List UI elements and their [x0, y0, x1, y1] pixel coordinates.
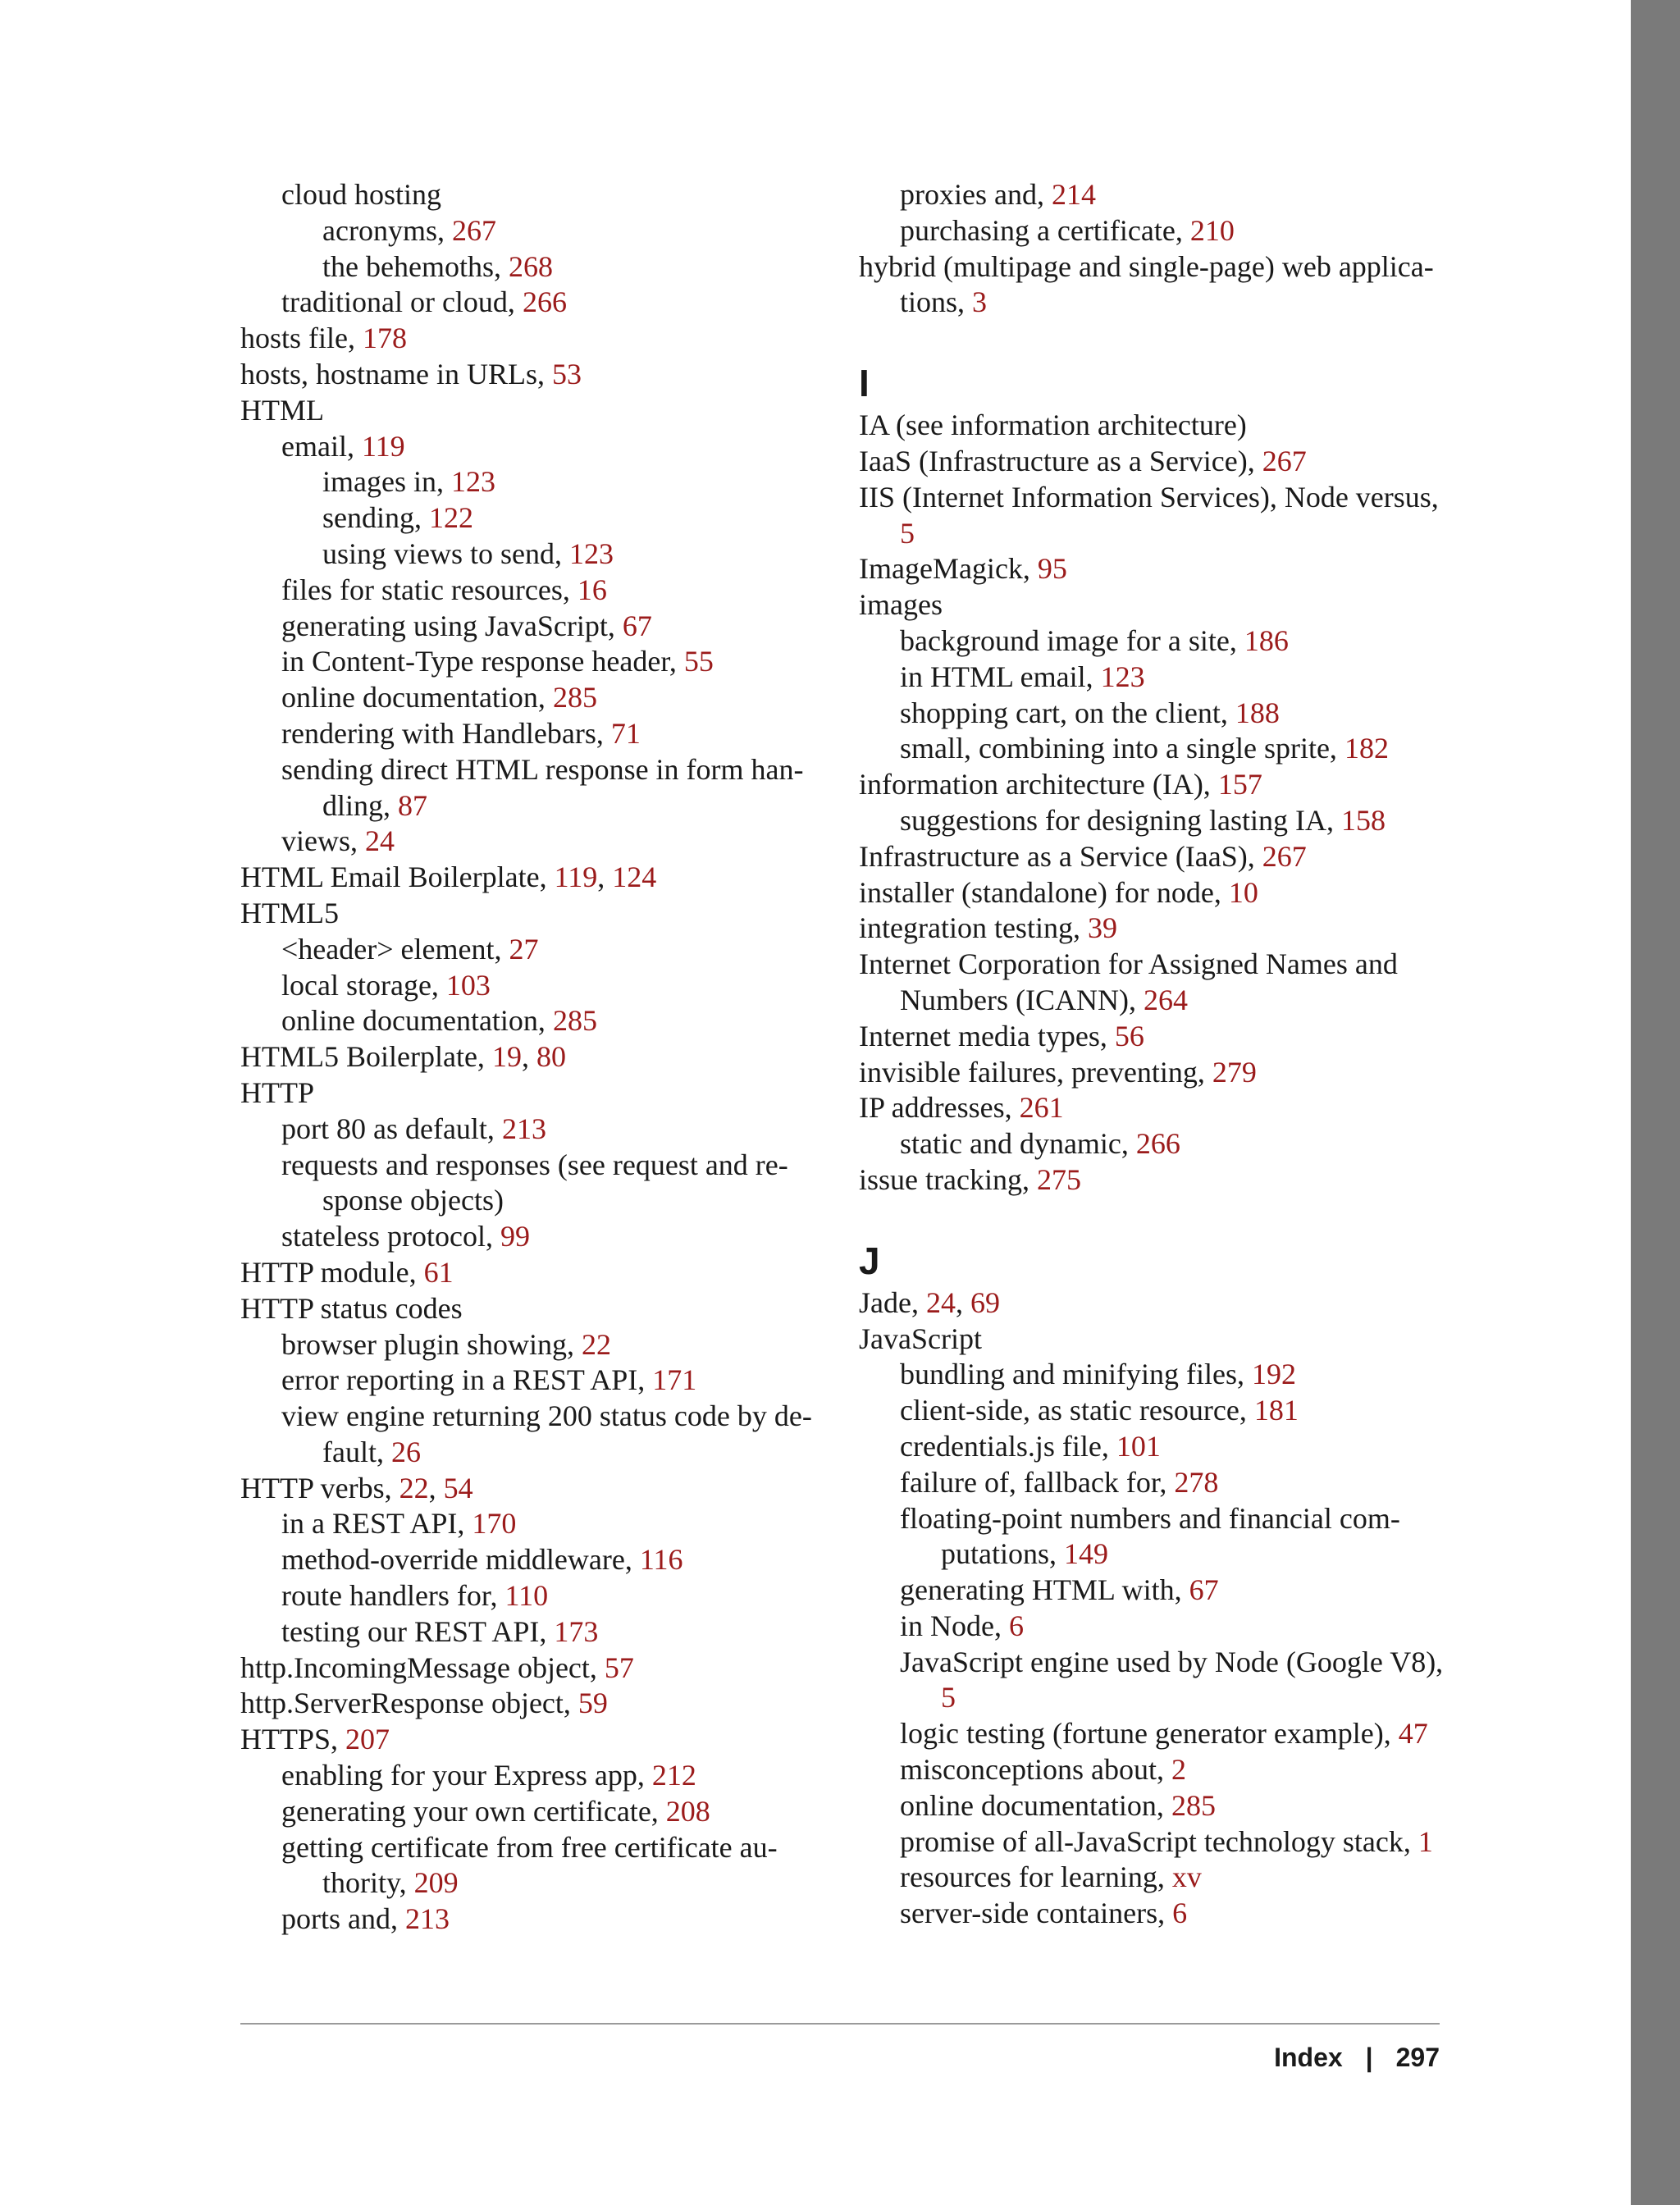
index-entry — [240, 1291, 831, 1327]
index-term: installer (standalone) for node, — [859, 875, 1229, 909]
index-term: ports and, — [281, 1902, 405, 1936]
index-term: client-side, as static resource, — [900, 1394, 1254, 1427]
index-entry — [859, 213, 1449, 249]
page-ref-link[interactable]: 119 — [554, 861, 598, 894]
page-ref-link[interactable]: 119 — [361, 429, 405, 463]
index-entry — [240, 716, 831, 752]
index-entry — [859, 1322, 1449, 1358]
page-ref-link[interactable]: 55 — [683, 645, 714, 678]
right-top-entries — [859, 177, 1449, 321]
index-entry — [240, 321, 831, 357]
index-term: information architecture (IA), — [859, 768, 1218, 801]
index-entry — [240, 860, 831, 896]
page-ref-link[interactable]: 39 — [1087, 911, 1117, 945]
index-term: route handlers for, — [281, 1579, 505, 1613]
index-entry — [859, 803, 1449, 839]
page-ref-link[interactable]: 123 — [1100, 660, 1145, 693]
page-ref-link[interactable]: 267 — [1262, 839, 1307, 873]
page-ref-separator: , — [597, 861, 613, 894]
index-term: HTML Email Boilerplate, — [240, 861, 555, 894]
page-ref-link[interactable]: 267 — [1262, 444, 1307, 477]
page-ref-link[interactable]: 207 — [345, 1723, 390, 1756]
page-ref-link[interactable]: 123 — [450, 465, 495, 499]
footer-rule — [240, 2023, 1440, 2025]
page-ref-link[interactable]: 285 — [552, 681, 597, 714]
page-ref-link[interactable]: 266 — [522, 285, 567, 319]
index-term: images — [859, 588, 943, 622]
index-term: shopping cart, on the client, — [900, 696, 1235, 729]
index-entry — [240, 752, 831, 824]
index-term: method-override middleware, — [281, 1543, 640, 1577]
page-ref-link[interactable]: 275 — [1036, 1162, 1081, 1196]
page-ref-link[interactable]: 278 — [1174, 1465, 1219, 1499]
index-entry — [859, 1860, 1449, 1896]
index-entry — [240, 1722, 831, 1758]
index-term: requests and responses (see request and response objects) — [281, 1148, 788, 1217]
page-ref-link[interactable]: 19 — [491, 1040, 522, 1074]
index-term: IIS (Internet Information Services), Node versus, — [859, 480, 1439, 514]
page-ref-link[interactable]: 69 — [970, 1285, 1000, 1319]
page-ref-link[interactable]: 1 — [1418, 1824, 1433, 1858]
index-entry — [859, 660, 1449, 696]
page-ref-link[interactable]: 182 — [1344, 732, 1389, 765]
index-term: Internet Corporation for Assigned Names and Numbers (ICANN), — [859, 947, 1398, 1016]
index-entry — [859, 408, 1449, 444]
index-entry — [240, 932, 831, 968]
index-entry — [240, 464, 831, 500]
index-entry — [859, 1162, 1449, 1198]
page-ref-link[interactable]: 188 — [1235, 696, 1280, 729]
index-entry — [240, 1794, 831, 1830]
index-term: IaaS (Infrastructure as a Service), — [859, 444, 1262, 477]
index-term: acronyms, — [322, 213, 452, 247]
page-ref-link[interactable]: 192 — [1251, 1358, 1296, 1391]
page-number: 297 — [1395, 2043, 1440, 2072]
index-term: integration testing, — [859, 911, 1088, 945]
index-term: HTML — [240, 393, 324, 427]
index-entry — [240, 249, 831, 285]
index-entry — [240, 1112, 831, 1148]
index-entry — [859, 249, 1449, 322]
index-entry — [240, 1471, 831, 1507]
page-ref-link[interactable]: 3 — [972, 285, 988, 319]
index-entry — [859, 911, 1449, 947]
index-term: in a REST API, — [281, 1507, 472, 1541]
index-entry — [240, 500, 831, 536]
page-ref-link[interactable]: 87 — [398, 788, 428, 822]
index-term: HTTP verbs, — [240, 1471, 399, 1504]
index-term: promise of all-JavaScript technology stack, — [900, 1824, 1418, 1858]
index-term: HTML5 — [240, 896, 339, 929]
page-footer — [1274, 2043, 1440, 2073]
index-term: background image for a site, — [900, 623, 1244, 657]
page-ref-link[interactable]: 47 — [1398, 1717, 1428, 1751]
index-term: online documentation, — [900, 1788, 1171, 1822]
index-entry — [859, 696, 1449, 732]
index-entry — [240, 1399, 831, 1471]
index-entry — [859, 623, 1449, 660]
page-ref-link[interactable]: 285 — [1171, 1788, 1216, 1822]
index-entry — [240, 1327, 831, 1363]
index-term: JavaScript — [859, 1322, 982, 1355]
index-entry — [859, 480, 1449, 552]
index-term: hybrid (multipage and single-page) web applications, — [859, 249, 1434, 319]
index-term: generating using JavaScript, — [281, 609, 623, 642]
footer-separator: | — [1365, 2043, 1373, 2072]
page-ref-link[interactable]: 171 — [652, 1363, 697, 1397]
index-entry — [859, 587, 1449, 623]
index-term: <header> element, — [281, 932, 509, 966]
index-term: invisible failures, preventing, — [859, 1055, 1212, 1089]
index-term: enabling for your Express app, — [281, 1759, 652, 1792]
index-term: files for static resources, — [281, 573, 578, 606]
section-j-entries — [859, 1285, 1449, 1932]
index-term: http.ServerResponse object, — [240, 1687, 578, 1720]
section-letter-i: I — [859, 362, 870, 405]
index-term: images in, — [322, 465, 451, 499]
index-term: failure of, fallback for, — [900, 1465, 1175, 1499]
index-term: sending, — [322, 501, 429, 535]
index-term: cloud hosting — [281, 178, 441, 211]
index-entry — [859, 1896, 1449, 1932]
index-entry — [859, 551, 1449, 587]
index-entry — [859, 1285, 1449, 1322]
page-ref-link[interactable]: 22 — [581, 1327, 611, 1361]
page-ref-link[interactable]: 214 — [1051, 178, 1096, 211]
index-term: server-side containers, — [900, 1897, 1173, 1930]
page-ref-link[interactable]: xv — [1171, 1860, 1202, 1894]
footer-section-label: Index — [1274, 2043, 1343, 2072]
index-term: static and dynamic, — [900, 1127, 1136, 1161]
index-term: email, — [281, 429, 362, 463]
page-ref-separator: , — [521, 1040, 536, 1074]
page-ref-link[interactable]: 208 — [665, 1794, 710, 1828]
index-entry — [240, 1003, 831, 1039]
index-term: issue tracking, — [859, 1162, 1037, 1196]
page-ref-link[interactable]: 54 — [443, 1471, 473, 1504]
index-term: IP addresses, — [859, 1091, 1020, 1125]
index-entry — [240, 1542, 831, 1578]
page-ref-link[interactable]: 279 — [1212, 1055, 1257, 1089]
index-term: logic testing (fortune generator example), — [900, 1717, 1399, 1751]
index-entry — [240, 1830, 831, 1902]
index-term: testing our REST API, — [281, 1614, 555, 1648]
index-entry — [859, 1752, 1449, 1788]
page-ref-link[interactable]: 149 — [1064, 1537, 1108, 1571]
page-ref-link[interactable]: 80 — [536, 1040, 566, 1074]
page-ref-link[interactable]: 26 — [390, 1435, 421, 1468]
page-ref-link[interactable]: 181 — [1253, 1394, 1299, 1427]
page-ref-link[interactable]: 27 — [509, 932, 539, 966]
index-entry — [240, 1578, 831, 1614]
index-entry — [859, 1501, 1449, 1573]
page-ref-link[interactable]: 103 — [445, 968, 491, 1002]
index-entry — [240, 896, 831, 932]
index-entry — [859, 947, 1449, 1019]
index-term: credentials.js file, — [900, 1429, 1116, 1463]
index-term: views, — [281, 824, 365, 858]
index-term: bundling and minifying files, — [900, 1358, 1252, 1391]
index-entry — [859, 1788, 1449, 1824]
page-ref-link[interactable]: 268 — [508, 249, 553, 283]
page-ref-link[interactable]: 173 — [554, 1614, 599, 1648]
page-ref-link[interactable]: 67 — [1189, 1573, 1219, 1607]
page-ref-link[interactable]: 158 — [1340, 803, 1386, 837]
index-entry — [240, 1219, 831, 1255]
index-term: http.IncomingMessage object, — [240, 1650, 605, 1684]
page-ref-link[interactable]: 116 — [639, 1543, 683, 1577]
page-ref-link[interactable]: 57 — [604, 1650, 634, 1684]
index-entry — [240, 609, 831, 645]
index-entry — [240, 573, 831, 609]
index-term: small, combining into a single sprite, — [900, 732, 1344, 765]
index-term: purchasing a certificate, — [900, 213, 1190, 247]
index-entry — [240, 1758, 831, 1794]
index-term: online documentation, — [281, 681, 553, 714]
index-entry — [240, 213, 831, 249]
index-term: generating your own certificate, — [281, 1794, 666, 1828]
page-ref-link[interactable]: 6 — [1008, 1609, 1024, 1642]
index-term: suggestions for designing lasting IA, — [900, 803, 1341, 837]
page-ref-link[interactable]: 264 — [1143, 983, 1188, 1016]
page-ref-link[interactable]: 261 — [1019, 1091, 1064, 1125]
page-edge — [1631, 0, 1680, 2205]
index-entry — [859, 1126, 1449, 1162]
index-entry — [240, 177, 831, 213]
index-entry — [240, 429, 831, 465]
index-entry — [240, 1148, 831, 1220]
index-entry — [859, 1055, 1449, 1091]
index-term: in Content-Type response header, — [281, 645, 684, 678]
index-term: online documentation, — [281, 1004, 553, 1038]
page-ref-separator: , — [428, 1471, 444, 1504]
page-ref-link[interactable]: 53 — [552, 357, 582, 390]
index-entry — [240, 285, 831, 321]
page-ref-link[interactable]: 5 — [900, 516, 915, 550]
index-entry — [859, 1357, 1449, 1393]
index-entry — [240, 1901, 831, 1938]
index-term: view engine returning 200 status code by default, — [281, 1399, 812, 1468]
index-term: Internet media types, — [859, 1019, 1115, 1052]
page-ref-link[interactable]: 67 — [622, 609, 652, 642]
index-entry — [240, 1039, 831, 1075]
index-entry — [859, 839, 1449, 875]
index-entry — [240, 1363, 831, 1399]
index-term: traditional or cloud, — [281, 285, 523, 319]
page-ref-link[interactable]: 212 — [651, 1759, 696, 1792]
section-i-entries — [859, 408, 1449, 1198]
index-entry — [859, 444, 1449, 480]
index-entry — [240, 393, 831, 429]
index-entry — [859, 177, 1449, 213]
page-ref-link[interactable]: 285 — [552, 1004, 597, 1038]
index-term: in Node, — [900, 1609, 1009, 1642]
index-entry — [240, 536, 831, 573]
index-entry — [859, 1645, 1449, 1717]
index-entry — [859, 1465, 1449, 1501]
index-entry — [240, 1686, 831, 1722]
index-entry — [240, 1075, 831, 1112]
index-term: HTML5 Boilerplate, — [240, 1040, 492, 1074]
index-entry — [240, 968, 831, 1004]
index-term: the behemoths, — [322, 249, 509, 283]
page-ref-link[interactable]: 59 — [578, 1687, 608, 1720]
page-ref-link[interactable]: 2 — [1171, 1753, 1186, 1787]
page-ref-link[interactable]: 124 — [612, 861, 657, 894]
page-ref-link[interactable]: 266 — [1135, 1127, 1180, 1161]
index-entry — [240, 644, 831, 680]
page-ref-link[interactable]: 16 — [577, 573, 607, 606]
index-term: browser plugin showing, — [281, 1327, 582, 1361]
index-entry — [859, 1824, 1449, 1860]
page-ref-link[interactable]: 123 — [569, 536, 614, 570]
index-entry — [240, 357, 831, 393]
index-entry — [859, 1429, 1449, 1465]
page-ref-link[interactable]: 101 — [1116, 1429, 1161, 1463]
index-entry — [859, 1609, 1449, 1645]
index-term: resources for learning, — [900, 1860, 1172, 1894]
index-term: misconceptions about, — [900, 1753, 1171, 1787]
index-entry — [240, 1255, 831, 1291]
index-entry — [240, 680, 831, 716]
index-entry — [859, 767, 1449, 803]
index-term: floating-point numbers and financial computations, — [900, 1501, 1400, 1571]
index-term: HTTP module, — [240, 1255, 424, 1289]
page-ref-link[interactable]: 24 — [925, 1285, 956, 1319]
index-entry — [859, 1716, 1449, 1752]
index-term: error reporting in a REST API, — [281, 1363, 653, 1397]
index-term: hosts file, — [240, 322, 363, 355]
index-term: ImageMagick, — [859, 552, 1038, 586]
index-entry — [240, 1650, 831, 1687]
index-entry — [859, 875, 1449, 911]
page-ref-link[interactable]: 71 — [610, 716, 641, 750]
index-term: IA (see information architecture) — [859, 409, 1247, 442]
page-ref-link[interactable]: 56 — [1114, 1019, 1144, 1052]
index-term: HTTPS, — [240, 1723, 346, 1756]
index-term: getting certificate from free certificate authority, — [281, 1830, 778, 1900]
page-ref-link[interactable]: 61 — [423, 1255, 454, 1289]
page-ref-link[interactable]: 5 — [941, 1681, 956, 1714]
index-term: port 80 as default, — [281, 1112, 502, 1145]
page-ref-link[interactable]: 186 — [1244, 623, 1289, 657]
index-term: hosts, hostname in URLs, — [240, 357, 553, 390]
index-term: Infrastructure as a Service (IaaS), — [859, 839, 1262, 873]
page-ref-link[interactable]: 210 — [1189, 213, 1235, 247]
index-entry — [240, 824, 831, 860]
page-ref-link[interactable]: 10 — [1228, 875, 1258, 909]
page-ref-link[interactable]: 95 — [1037, 552, 1067, 586]
index-term: JavaScript engine used by Node (Google V8), — [900, 1645, 1444, 1678]
index-term: stateless protocol, — [281, 1220, 500, 1253]
index-column-right — [859, 177, 1449, 1932]
page-ref-link[interactable]: 178 — [363, 322, 407, 355]
index-term: proxies and, — [900, 178, 1052, 211]
index-term: HTTP — [240, 1075, 314, 1109]
page-ref-link[interactable]: 209 — [413, 1866, 459, 1900]
index-entry — [240, 1506, 831, 1542]
page-ref-link[interactable]: 213 — [501, 1112, 546, 1145]
left-entries — [240, 177, 831, 1938]
index-term: sending direct HTML response in form handling, — [281, 752, 804, 822]
index-term: generating HTML with, — [900, 1573, 1189, 1607]
page-ref-separator: , — [955, 1285, 970, 1319]
page-ref-link[interactable]: 110 — [504, 1579, 549, 1613]
page-ref-link[interactable]: 122 — [429, 501, 473, 535]
index-entry — [859, 1573, 1449, 1609]
index-term: Jade, — [859, 1285, 926, 1319]
section-letter-j: J — [859, 1239, 880, 1282]
index-entry — [240, 1614, 831, 1650]
index-entry — [859, 1019, 1449, 1055]
index-term: in HTML email, — [900, 660, 1101, 693]
page-ref-link[interactable]: 24 — [365, 824, 395, 858]
page-ref-link[interactable]: 6 — [1172, 1897, 1188, 1930]
page-ref-link[interactable]: 157 — [1217, 768, 1262, 801]
page-ref-link[interactable]: 99 — [500, 1220, 530, 1253]
index-column-left — [240, 177, 831, 1938]
index-term: local storage, — [281, 968, 446, 1002]
index-entry — [859, 731, 1449, 767]
index-term: HTTP status codes — [240, 1291, 463, 1325]
index-term: using views to send, — [322, 536, 569, 570]
page-ref-link[interactable]: 170 — [472, 1507, 517, 1541]
index-entry — [859, 1090, 1449, 1126]
page-ref-link[interactable]: 267 — [451, 213, 496, 247]
index-term: rendering with Handlebars, — [281, 716, 611, 750]
index-entry — [859, 1393, 1449, 1429]
page-ref-link[interactable]: 22 — [399, 1471, 429, 1504]
page-ref-link[interactable]: 213 — [404, 1902, 450, 1936]
